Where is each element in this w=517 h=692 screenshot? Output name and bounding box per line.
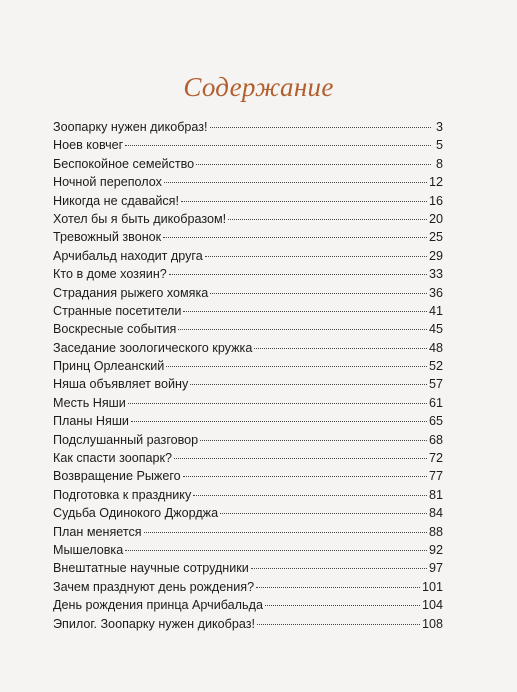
page-title: Содержание <box>183 72 334 102</box>
dot-leader <box>181 201 427 202</box>
dot-leader <box>183 476 427 477</box>
toc-entry <box>53 302 443 320</box>
toc-entry <box>53 118 443 136</box>
dot-leader <box>169 274 427 275</box>
toc-entry-title: Внештатные научные сотрудники <box>53 561 249 576</box>
dot-leader <box>196 164 431 165</box>
dot-leader <box>164 182 427 183</box>
toc-entry-title: Страдания рыжего хомяка <box>53 285 209 300</box>
dot-leader <box>174 458 427 459</box>
toc-entry <box>53 431 443 449</box>
toc-entry-title: Воскресные события <box>53 322 177 337</box>
toc-entry-page: 65 <box>428 414 443 429</box>
toc-entry <box>53 155 443 173</box>
toc-entry-title: Как спасти зоопарк? <box>53 451 173 466</box>
dot-leader <box>193 495 427 496</box>
toc-entry-page: 5 <box>435 138 443 153</box>
toc-entry-title: Принц Орлеанский <box>53 359 165 374</box>
toc-entry-page: 3 <box>435 120 443 134</box>
dot-leader <box>125 550 427 551</box>
toc-entry <box>53 320 443 338</box>
toc-entry-title: Беспокойное семейство <box>53 156 195 171</box>
toc-entry <box>53 412 443 430</box>
dot-leader <box>178 329 427 330</box>
toc-entry-page: 52 <box>428 359 443 374</box>
toc-entry-title: Подготовка к празднику <box>53 487 192 502</box>
dot-leader <box>257 624 420 625</box>
toc-entry-page: 68 <box>428 432 443 447</box>
dot-leader <box>254 348 427 349</box>
toc-entry-page: 29 <box>428 248 443 263</box>
toc-entry-title: Никогда не сдавайся! <box>53 193 179 208</box>
toc-entry-page: 12 <box>428 175 443 190</box>
dot-leader <box>228 219 427 220</box>
dot-leader <box>163 237 427 238</box>
dot-leader <box>210 293 427 294</box>
dot-leader <box>166 366 427 367</box>
toc-entry-page: 108 <box>421 616 443 631</box>
dot-leader <box>128 403 427 404</box>
toc-entry <box>53 265 443 283</box>
toc-entry <box>53 375 443 393</box>
toc-entry <box>53 559 443 577</box>
toc-entry-title: Месть Няши <box>53 395 126 410</box>
toc-entry <box>53 486 443 504</box>
toc-entry-title: День рождения принца Арчибальда <box>53 598 263 613</box>
toc-entry-title: Арчибальд находит друга <box>53 248 203 263</box>
toc-entry <box>53 247 443 265</box>
toc-entry-page: 88 <box>428 524 443 539</box>
toc-entry <box>53 228 443 246</box>
dot-leader <box>220 513 427 514</box>
toc-entry-title: Зачем празднуют день рождения? <box>53 579 255 594</box>
toc-entry-title: Эпилог. Зоопарку нужен дикобраз! <box>53 616 256 631</box>
table-of-contents <box>53 118 443 633</box>
toc-entry-page: 25 <box>428 230 443 245</box>
toc-entry-page: 72 <box>428 451 443 466</box>
toc-entry-title: Подслушанный разговор <box>53 432 199 447</box>
toc-entry <box>53 192 443 210</box>
toc-entry <box>53 357 443 375</box>
toc-entry <box>53 210 443 228</box>
toc-entry-page: 104 <box>421 598 443 613</box>
dot-leader <box>125 145 431 146</box>
toc-entry-page: 57 <box>428 377 443 392</box>
toc-entry-page: 16 <box>428 193 443 208</box>
dot-leader <box>205 256 427 257</box>
dot-leader <box>183 311 427 312</box>
toc-entry-page: 41 <box>428 303 443 318</box>
toc-entry-title: Возвращение Рыжего <box>53 469 181 484</box>
dot-leader <box>144 532 427 533</box>
toc-entry-title: Зоопарку нужен дикобраз! <box>53 120 208 134</box>
toc-entry-page: 97 <box>428 561 443 576</box>
toc-entry-title: Хотел бы я быть дикобразом! <box>53 211 227 226</box>
toc-entry-page: 92 <box>428 542 443 557</box>
toc-entry <box>53 394 443 412</box>
toc-entry-title: Планы Няши <box>53 414 129 429</box>
toc-entry <box>53 136 443 154</box>
toc-entry-title: Ночной переполох <box>53 175 162 190</box>
toc-entry-page: 101 <box>421 579 443 594</box>
dot-leader <box>200 440 427 441</box>
toc-entry <box>53 449 443 467</box>
toc-entry-title: Мышеловка <box>53 542 124 557</box>
dot-leader <box>251 568 427 569</box>
toc-entry-page: 45 <box>428 322 443 337</box>
toc-entry-title: Странные посетители <box>53 303 182 318</box>
toc-entry <box>53 523 443 541</box>
toc-entry-title: План меняется <box>53 524 142 539</box>
dot-leader <box>210 127 431 128</box>
toc-entry-title: Няша объявляет войну <box>53 377 189 392</box>
toc-entry <box>53 504 443 522</box>
toc-entry <box>53 541 443 559</box>
dot-leader <box>265 605 420 606</box>
toc-entry-title: Тревожный звонок <box>53 230 162 245</box>
toc-entry-page: 84 <box>428 506 443 521</box>
dot-leader <box>131 421 427 422</box>
toc-entry-page: 36 <box>428 285 443 300</box>
toc-entry-page: 48 <box>428 340 443 355</box>
toc-entry-page: 61 <box>428 395 443 410</box>
toc-entry-page: 33 <box>428 267 443 282</box>
toc-entry <box>53 615 443 633</box>
toc-entry-title: Кто в доме хозяин? <box>53 267 167 282</box>
dot-leader <box>190 384 427 385</box>
toc-entry-page: 20 <box>428 211 443 226</box>
toc-entry <box>53 578 443 596</box>
toc-entry-title: Ноев ковчег <box>53 138 124 153</box>
toc-entry-page: 8 <box>435 156 443 171</box>
toc-entry <box>53 596 443 614</box>
toc-entry <box>53 339 443 357</box>
toc-entry <box>53 173 443 191</box>
toc-entry-page: 77 <box>428 469 443 484</box>
toc-entry-page: 81 <box>428 487 443 502</box>
toc-entry <box>53 467 443 485</box>
toc-entry-title: Судьба Одинокого Джорджа <box>53 506 219 521</box>
toc-entry <box>53 284 443 302</box>
dot-leader <box>256 587 420 588</box>
toc-entry-title: Заседание зоологического кружка <box>53 340 253 355</box>
